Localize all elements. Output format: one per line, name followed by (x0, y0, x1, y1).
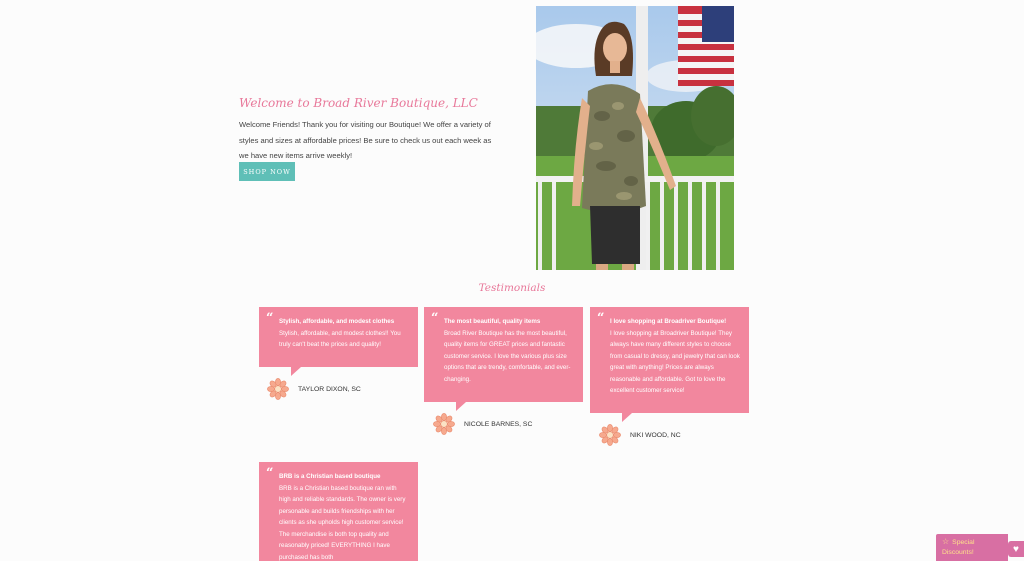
testimonial-card (259, 307, 418, 367)
shop-now-button[interactable]: SHOP NOW (239, 162, 295, 181)
testimonial-body: Broad River Boutique has the most beautiful, quality items for GREAT prices and fantastic customer service. I love the various plus size options that are trendy, comfortable, and ever-changing. (444, 329, 571, 383)
hero-text: Welcome Friends! Thank you for visiting our Boutique! We offer a variety of styles and sizes at affordable prices! Be sure to check us out each week as we have new items arrive weekly! (239, 120, 492, 160)
testimonial-title: I love shopping at Broadriver Boutique! (610, 318, 727, 325)
testimonial-title: Stylish, affordable, and modest clothes (279, 318, 395, 325)
speech-tail (622, 413, 632, 422)
speech-tail (291, 367, 301, 376)
special-discounts-label: Special Discounts! (942, 539, 975, 556)
flower-icon (599, 424, 621, 446)
author-name: NICOLE BARNES, SC (464, 420, 533, 428)
hero-photo (536, 6, 734, 270)
author-name: TAYLOR DIXON, SC (298, 385, 361, 393)
testimonial-author (599, 424, 681, 446)
testimonial-author (267, 378, 361, 400)
speech-tail (456, 402, 466, 411)
testimonial-card (590, 307, 749, 413)
special-discounts-button[interactable] (936, 534, 1008, 561)
heart-icon[interactable]: ♥ (1008, 541, 1024, 557)
testimonial-author (433, 413, 532, 435)
testimonial-title: The most beautiful, quality items (444, 318, 541, 325)
author-name: NIKI WOOD, NC (630, 431, 681, 439)
testimonials-title: Testimonials (478, 282, 546, 294)
hero-title: Welcome to Broad River Boutique, LLC (239, 96, 478, 110)
testimonial-title: BRB is a Christian based boutique (279, 473, 381, 480)
testimonial-card (424, 307, 583, 402)
quote-icon: “ (266, 311, 274, 326)
testimonial-card (259, 462, 418, 561)
quote-icon: “ (431, 311, 439, 326)
flower-icon (433, 413, 455, 435)
testimonial-body: BRB is a Christian based boutique ran with high and reliable standards. The owner is very personable and builds friendships with her clients as she upholds high customer service! The merchandise is both top quality and reasonably priced! EVERYTHING I have purchased has both (279, 484, 406, 561)
quote-icon: “ (266, 466, 274, 481)
quote-icon: “ (597, 311, 605, 326)
testimonial-body: I love shopping at Broadriver Boutique! They always have many different styles to choose from casual to dressy, and jewelry that can look great with anything! Prices are always reasonable and affordable. Got to love the excellent customer service! (610, 329, 740, 394)
flower-icon (267, 378, 289, 400)
testimonial-body: Stylish, affordable, and modest clothes!! You truly can't beat the prices and quality! (279, 329, 401, 348)
star-icon: ☆ (942, 537, 950, 546)
